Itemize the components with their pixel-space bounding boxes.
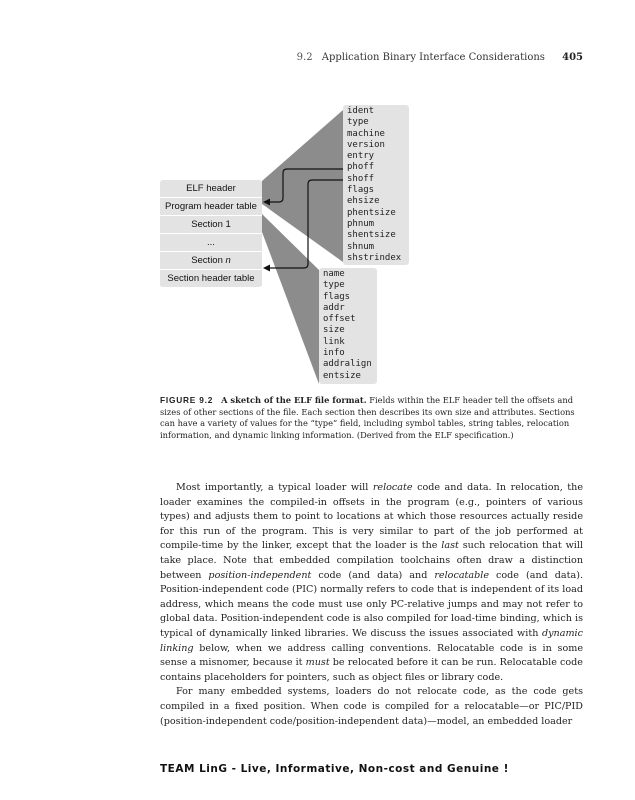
section-n-label: Section [191, 255, 226, 266]
header-field: shentsize [347, 230, 396, 241]
header-field: type [347, 117, 369, 128]
emphasis: relocate [372, 482, 413, 493]
footer-banner: TEAM LinG - Live, Informative, Non-cost and Genuine ! [160, 763, 509, 775]
figure-caption-text: Fields within the ELF header tell the offsets and sizes of other sections of the file. Each section then describes its own size and attributes. Sections can have a variety of values for the “type” field, including symbol tables, string tables, relocation information, and dynamic linking information. (Derived from the ELF specification.) [160, 395, 575, 440]
section-number: 9.2 [296, 52, 313, 63]
elf-row-program-header-table: Program header table [160, 198, 262, 216]
text-run: be relocated before it can be run. Relocatable code contains placeholders for pointers, such as object files or library code. [160, 657, 583, 683]
section-projection [262, 214, 319, 384]
shoff-arrowhead [263, 265, 270, 272]
section-n-var: n [225, 255, 231, 266]
section-field: addralign [323, 359, 372, 370]
text-run: Most importantly, a typical loader will [176, 482, 373, 493]
figure-label: FIGURE 9.2 [160, 395, 214, 405]
section-field: entsize [323, 370, 361, 381]
figure-title: A sketch of the ELF file format. [221, 395, 367, 405]
section-field: flags [323, 291, 351, 302]
section-field: info [323, 348, 345, 359]
emphasis: last [441, 540, 459, 552]
paragraph-2: For many embedded systems, loaders do not relocate code, as the code gets compiled in a fixed position. When code is compiled for a relocatable—or PIC/PID (position-independent code/position-independent data)—model, an embedded loader [160, 686, 583, 727]
header-field: version [347, 139, 385, 150]
elf-row-section-1: Section 1 [160, 216, 262, 234]
elf-header-fields [343, 105, 409, 265]
emphasis: relocatable [434, 569, 490, 581]
page-number: 405 [562, 52, 583, 63]
header-field: entry [347, 151, 375, 162]
elf-row-section-header-table: Section header table [160, 270, 262, 288]
emphasis: position-independent [208, 569, 312, 581]
section-title: Application Binary Interface Considerations [321, 52, 545, 63]
header-field: ident [347, 106, 375, 116]
header-field: shstrindex [347, 252, 402, 263]
section-field: addr [323, 302, 345, 313]
header-field: shoff [347, 173, 375, 184]
emphasis: dynamic linking [160, 627, 583, 654]
header-field: phentsize [347, 207, 396, 218]
header-field: flags [347, 185, 375, 196]
body-text [160, 481, 583, 729]
section-field: offset [323, 314, 356, 325]
section-header-fields [319, 268, 377, 384]
text-run: such relocation that will take place. Note that embedded compilation toolchains often draw a distinction between [160, 540, 583, 581]
header-field: machine [347, 128, 385, 139]
paragraph-1 [160, 481, 583, 685]
section-field: name [323, 269, 345, 279]
text-run: code (and data) and [311, 569, 435, 581]
section-field: type [323, 280, 345, 291]
text-run: below, when we address calling conventions. Relocatable code is in some sense a misnomer, because it [160, 642, 583, 669]
header-field: phnum [347, 218, 375, 229]
header-field: ehsize [347, 196, 380, 207]
elf-row-ellipsis: ... [160, 234, 262, 252]
emphasis: must [305, 657, 330, 669]
header-field: phoff [347, 162, 375, 173]
elf-row-section-n [160, 252, 262, 270]
elf-row-elf-header: ELF header [160, 180, 262, 198]
text-run: code and data. In relocation, the loader examines the compiled-in offsets in the program (e.g., pointers of various types) and adjusts them to point to locations at which those resources actually reside for this run of the program. This is very similar to part of the job performed at compile-time by the linker, except that the loader is the [160, 482, 583, 552]
figure-caption [160, 395, 585, 441]
text-run: code (and data). Position-independent code (PIC) normally refers to code that is independent of its load address, which means the code must use only PC-relative jumps and may not refer to global data. Position-independent code is also compiled for load-time binding, which is typical of dynamically linked libraries. We discuss the issues associated with [160, 569, 583, 639]
header-field: shnum [347, 241, 375, 252]
section-field: size [323, 325, 345, 336]
section-field: link [323, 336, 345, 347]
